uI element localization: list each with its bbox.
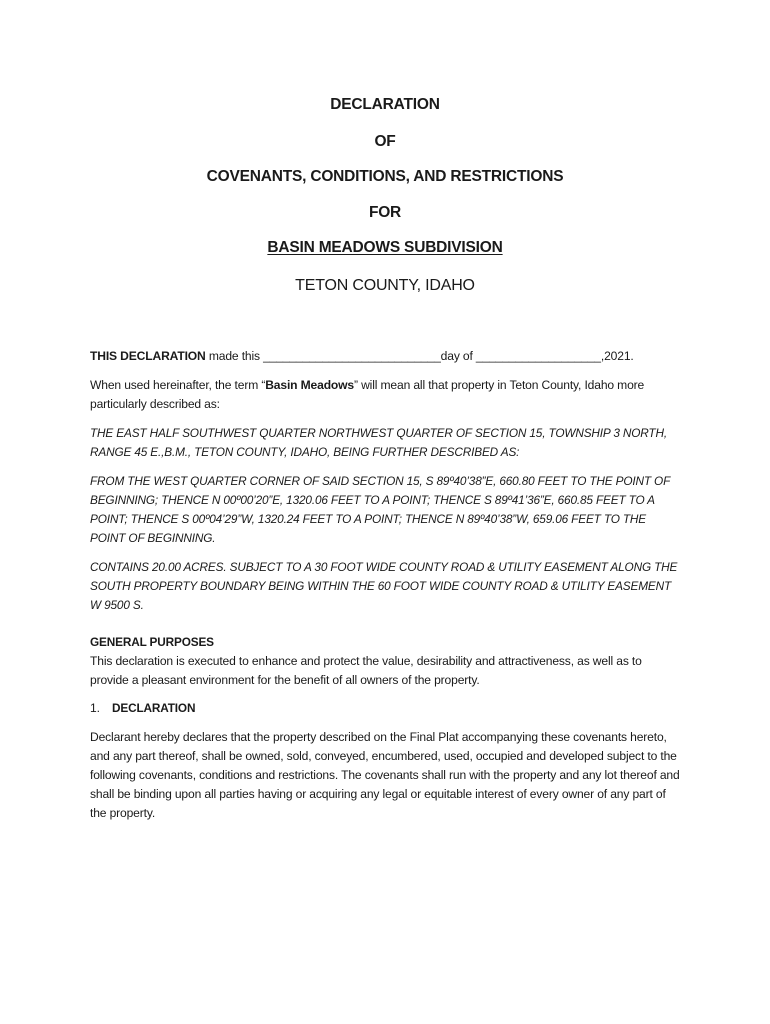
legal-line: W 9500 S. [90,598,144,612]
section-1-heading [90,699,680,718]
section-1-title: DECLARATION [112,701,196,715]
legal-line: POINT OF BEGINNING. [90,531,216,545]
legal-line: SOUTH PROPERTY BOUNDARY BEING WITHIN THE 60 FOOT WIDE COUNTY ROAD & UTILITY EASEMENT [90,579,672,593]
title-for: FOR [368,204,402,221]
hereinafter-pre: When used hereinafter, the term “ [90,378,266,392]
legal-line: POINT; THENCE S 00º04’29”W, 1320.24 FEET TO A POINT; THENCE N 89º40’38”W, 659.06 FEET TO THE [90,512,646,526]
legal-description-1: THE EAST HALF SOUTHWEST QUARTER NORTHWEST QUARTER OF SECTION 15, TOWNSHIP 3 NORTH, RANGE 45 E.,B.M., TETON COUNTY, IDAHO, BEING FURTHER DESCRIBED AS: [90,426,667,459]
intro-lead: THIS DECLARATION [90,349,206,363]
legal-description-3 [90,558,690,615]
general-purposes-heading: GENERAL PURPOSES [90,635,214,649]
title-subdivision: BASIN MEADOWS SUBDIVISION [267,239,503,256]
intro-made-this: made this ___________________________day of ___________________,2021. [205,349,634,363]
title-covenants: COVENANTS, CONDITIONS, AND RESTRICTIONS [206,168,564,185]
title-declaration: DECLARATION [330,96,440,113]
hereinafter-paragraph [90,376,680,414]
section-1-number: 1. [90,701,100,715]
hereinafter-post: ” will mean all that property in Teton County, Idaho more particularly described as: [90,378,645,411]
section-1-text: Declarant hereby declares that the property described on the Final Plat accompanying these covenants hereto, and any part thereof, shall be owned, sold, conveyed, encumbered, used, occupied and developed subject to the following covenants, conditions and restrictions. The covenants shall run with the property and any lot thereof and shall be binding upon all parties having or acquiring any legal or equitable interest of every owner of any part of the property. [90,730,680,820]
legal-line: BEGINNING; THENCE N 00º00’20”E, 1320.06 FEET TO A POINT; THENCE S 89º41’36”E, 660.85 FEET TO A [90,493,655,507]
legal-description-2 [90,472,690,548]
intro-paragraph [90,347,680,366]
subtitle-county: TETON COUNTY, IDAHO [295,277,475,294]
legal-line: FROM THE WEST QUARTER CORNER OF SAID SECTION 15, S 89º40’38”E, 660.80 FEET TO THE POINT OF [90,474,671,488]
general-purposes-section [90,633,680,690]
general-purposes-text: This declaration is executed to enhance and protect the value, desirability and attractiveness, as well as to provide a pleasant environment for the benefit of all owners of the property. [90,654,642,687]
title-of: OF [374,133,396,150]
basin-meadows-term: Basin Meadows [265,378,354,392]
legal-line: CONTAINS 20.00 ACRES. SUBJECT TO A 30 FOOT WIDE COUNTY ROAD & UTILITY EASEMENT ALONG THE [90,560,678,574]
